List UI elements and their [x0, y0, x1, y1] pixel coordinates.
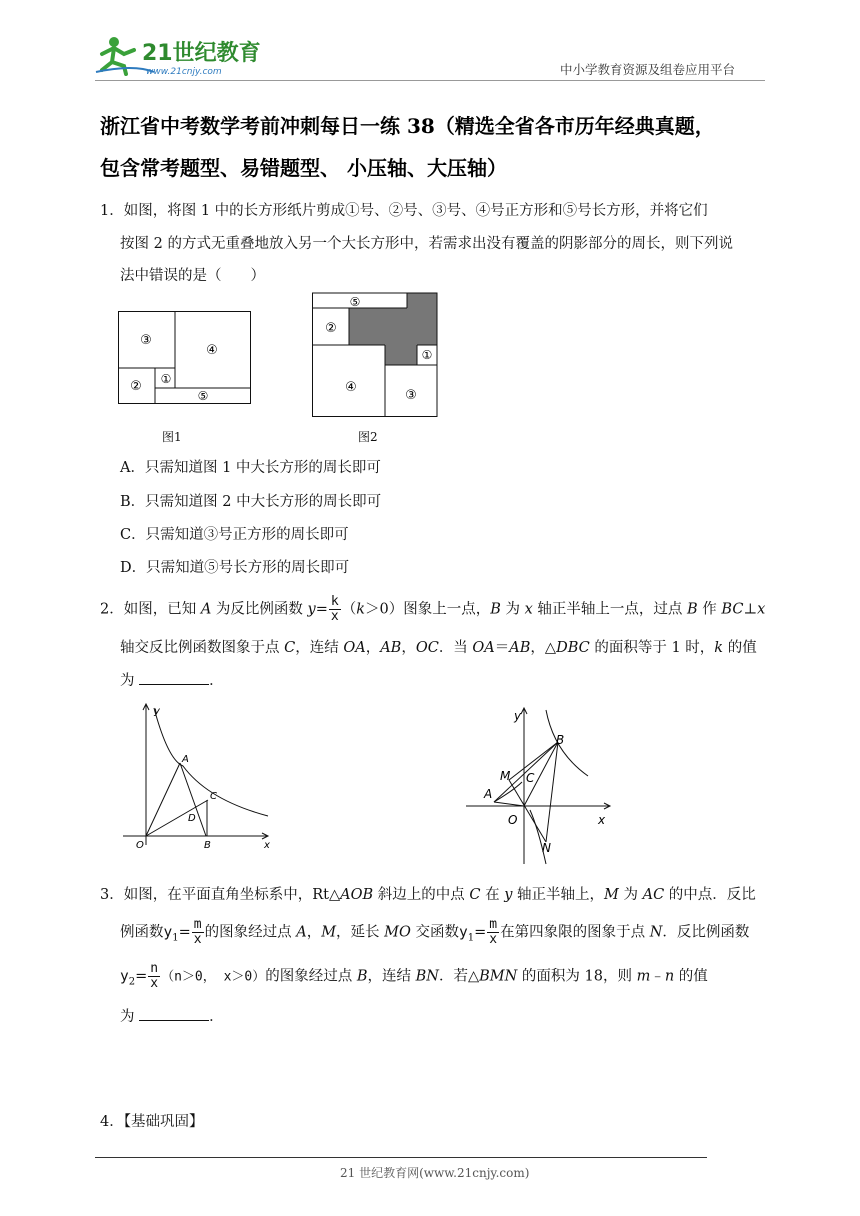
segment-MN	[509, 780, 546, 842]
q3-answer-blank[interactable]	[139, 1008, 209, 1021]
q3-text: 例函数	[120, 924, 164, 941]
q2-text: ，△	[530, 640, 557, 656]
q2-answer-blank[interactable]	[139, 672, 209, 685]
q3-line4	[120, 1005, 224, 1026]
q2-text: ＝	[494, 640, 510, 656]
q3-var: m	[636, 968, 651, 985]
header-divider	[95, 80, 765, 81]
q1-figure1	[118, 310, 254, 406]
label-D: D	[188, 813, 196, 824]
q3-frac-den: x	[193, 932, 202, 947]
q3-text: ．反比例函数	[662, 924, 750, 941]
q2-text: （	[341, 601, 357, 618]
q3-text: ，延长	[336, 924, 385, 941]
q3-frac-num: m	[489, 917, 498, 932]
q3-var: y	[459, 924, 468, 941]
curve-second-quadrant	[494, 782, 522, 802]
label-N: N	[542, 841, 551, 855]
q2-text: ，连结	[295, 640, 344, 656]
q1-option-b[interactable]: B．只需知道图 2 中大长方形的周长即可	[120, 494, 382, 510]
q3-var: BMN	[479, 968, 518, 985]
q3-text: 的图象经过点	[204, 924, 297, 941]
q2-text: 轴交反比例函数图象于点	[120, 640, 285, 656]
q3-text: =	[135, 968, 148, 985]
q3-var: A	[296, 924, 307, 941]
q3-text: 交函数	[410, 924, 459, 941]
q2-var: y	[307, 601, 316, 618]
q2-text: 为	[500, 601, 525, 618]
fig2-label-5: ⑤	[349, 295, 361, 309]
q3-var: B	[356, 968, 368, 985]
curve-first-quadrant	[546, 710, 588, 776]
q3-text: 在第四象限的图象于点	[500, 924, 650, 941]
label-A: A	[182, 754, 189, 765]
fig1-label-2: ②	[130, 379, 142, 394]
q1-figure2	[311, 291, 441, 419]
fig2-label-4: ④	[345, 380, 357, 395]
q3-line3	[120, 962, 708, 991]
q2-var: k	[714, 640, 724, 656]
q3-condition: （n＞0， x＞0）	[161, 969, 266, 985]
q2-text: ，	[401, 640, 416, 656]
curve-fourth-quadrant	[530, 810, 546, 864]
q3-fraction	[487, 918, 499, 947]
q3-text: 的中点．反比	[664, 887, 756, 903]
q2-var: x	[757, 601, 766, 618]
site-logo[interactable]	[94, 34, 264, 78]
label-y: y	[514, 709, 522, 723]
fig1-label-5: ⑤	[197, 389, 209, 403]
q2-frac-num: k	[330, 594, 339, 609]
q2-text: ．当	[438, 640, 473, 656]
q2-text: 为	[120, 673, 140, 689]
q2-text: 作	[697, 601, 722, 618]
label-x: x	[264, 840, 270, 851]
q3-var: AC	[642, 887, 665, 903]
q3-var: y	[120, 968, 129, 985]
q3-var: M	[604, 887, 619, 903]
label-x: x	[598, 813, 606, 827]
q2-var: k	[356, 601, 366, 618]
label-O: O	[136, 840, 144, 851]
q3-var: M	[321, 924, 337, 941]
q3-fraction	[148, 962, 160, 991]
q3-frac-num: n	[150, 961, 159, 976]
q2-text: =	[315, 601, 328, 618]
label-B: B	[204, 840, 211, 851]
q2-line3	[120, 669, 224, 690]
q3-figure	[464, 702, 614, 868]
q3-text: 的图象经过点	[265, 968, 357, 985]
q2-line2	[120, 636, 757, 657]
q2-text: 为反比例函数	[211, 601, 308, 618]
q3-var: BN	[415, 968, 439, 985]
footer-divider	[95, 1157, 707, 1158]
fig2-caption: 图2	[358, 430, 378, 444]
segment-AB	[180, 763, 206, 836]
q2-var: DBC	[556, 640, 590, 656]
footer-link[interactable]: 21 世纪教育网(www.21cnjy.com)	[340, 1166, 530, 1180]
q3-line1	[100, 883, 756, 904]
segment-AO	[494, 802, 524, 806]
label-y: y	[154, 706, 160, 717]
q2-var: C	[284, 640, 296, 656]
q3-text: 轴正半轴上，	[512, 887, 605, 903]
q2-var: x	[524, 601, 533, 618]
q3-text: 为	[618, 887, 643, 903]
label-A: A	[484, 787, 493, 801]
q2-text: ⊥	[743, 601, 758, 618]
q3-frac-den: x	[150, 976, 159, 991]
q3-var: N	[649, 924, 663, 941]
q2-var: AB	[380, 640, 402, 656]
q2-var: B	[490, 601, 501, 618]
q3-text: 在	[480, 887, 505, 903]
q3-var: y	[504, 887, 513, 903]
platform-name: 中小学教育资源及组卷应用平台	[560, 62, 736, 77]
q3-frac-num: m	[193, 917, 202, 932]
q2-text: 轴正半轴上一点，过点	[532, 601, 688, 618]
q1-option-c[interactable]: C．只需知道③号正方形的周长即可	[120, 527, 349, 543]
q2-number: 2．	[100, 601, 124, 618]
fig1-caption: 图1	[162, 430, 182, 444]
q2-frac-den: x	[330, 609, 339, 624]
q2-text: 的面积等于 1 时，	[589, 640, 715, 656]
q3-text: ．	[209, 1009, 224, 1025]
q1-line1	[100, 199, 708, 220]
fig2-label-1: ①	[421, 348, 433, 362]
q3-text: ，连结	[367, 968, 416, 985]
label-C: C	[210, 791, 217, 802]
q3-text: 的值	[674, 968, 708, 985]
q2-text: ，	[365, 640, 381, 656]
q3-frac-den: x	[489, 932, 498, 947]
label-C: C	[526, 771, 535, 785]
q1-line2: 按图 2 的方式无重叠地放入另一个大长方形中，若需求出没有覆盖的阴影部分的周长，则下列说	[120, 236, 733, 252]
q2-figure-left	[118, 700, 278, 856]
q2-var: B	[687, 601, 698, 618]
segment-OC	[146, 800, 208, 836]
q4-heading: 4．【基础巩固】	[100, 1114, 204, 1130]
q2-var: AB	[509, 640, 531, 656]
q3-text: ，	[306, 924, 322, 941]
fig2-label-2: ②	[325, 321, 337, 336]
q3-text: =	[474, 924, 487, 941]
q3-number: 3．	[100, 887, 124, 903]
q3-var: AOB	[340, 887, 374, 903]
page-title-line2: 包含常考题型、易错题型、 小压轴、大压轴）	[100, 156, 507, 180]
q3-text: 的面积为 18，则	[517, 968, 637, 985]
q3-subscript: 1	[467, 932, 475, 944]
logo-text: 21世纪教育	[142, 41, 261, 66]
q3-var: C	[469, 887, 481, 903]
q2-var: OA	[343, 640, 366, 656]
q3-text: 斜边上的中点	[373, 887, 470, 903]
q1-number: 1．	[100, 203, 124, 219]
q1-line3: 法中错误的是（ ）	[120, 268, 265, 284]
q3-var: n	[664, 968, 675, 985]
q2-var: A	[200, 601, 212, 618]
q2-line1	[100, 595, 765, 624]
label-O: O	[508, 813, 518, 827]
q3-text: 为	[120, 1009, 140, 1025]
q3-subscript: 1	[172, 932, 179, 944]
label-M: M	[500, 769, 511, 783]
fig1-label-3: ③	[140, 333, 152, 348]
q3-text: ﹣	[650, 968, 665, 985]
label-B: B	[556, 733, 565, 747]
q2-text: ．	[209, 673, 224, 689]
logo-url: www.21cnjy.com	[146, 67, 222, 77]
segment-BN	[546, 742, 558, 842]
q2-text: 如图，已知	[123, 601, 201, 618]
q1-option-d[interactable]: D．只需知道⑤号长方形的周长即可	[120, 560, 350, 576]
q3-text: 如图，在平面直角坐标系中，Rt△	[123, 887, 341, 903]
fig1-label-1: ①	[160, 372, 172, 386]
q3-text: =	[178, 924, 191, 941]
fig1-label-4: ④	[206, 343, 218, 358]
q2-var: BC	[721, 601, 744, 618]
q2-text: 的值	[723, 640, 757, 656]
q2-var: OA	[472, 640, 495, 656]
fig2-label-3: ③	[405, 388, 417, 403]
q2-fraction	[329, 595, 341, 624]
q3-subscript: 2	[128, 976, 136, 988]
q3-text: ．若△	[438, 968, 480, 985]
q3-fraction	[192, 918, 204, 947]
q2-text: ＞0）图象上一点，	[365, 601, 491, 618]
q1-option-a[interactable]: A．只需知道图 1 中大长方形的周长即可	[120, 460, 381, 476]
q3-var: MO	[384, 924, 411, 941]
page-title-line1: 浙江省中考数学考前冲刺每日一练 38（精选全省各市历年经典真题，	[100, 114, 715, 138]
q3-var: y	[163, 924, 173, 941]
q2-var: OC	[415, 640, 439, 656]
q1-text-1: 如图，将图 1 中的长方形纸片剪成①号、②号、③号、④号正方形和⑤号长方形，并将它们	[123, 203, 708, 219]
q3-line2	[120, 918, 749, 947]
segment-OA	[146, 763, 180, 836]
